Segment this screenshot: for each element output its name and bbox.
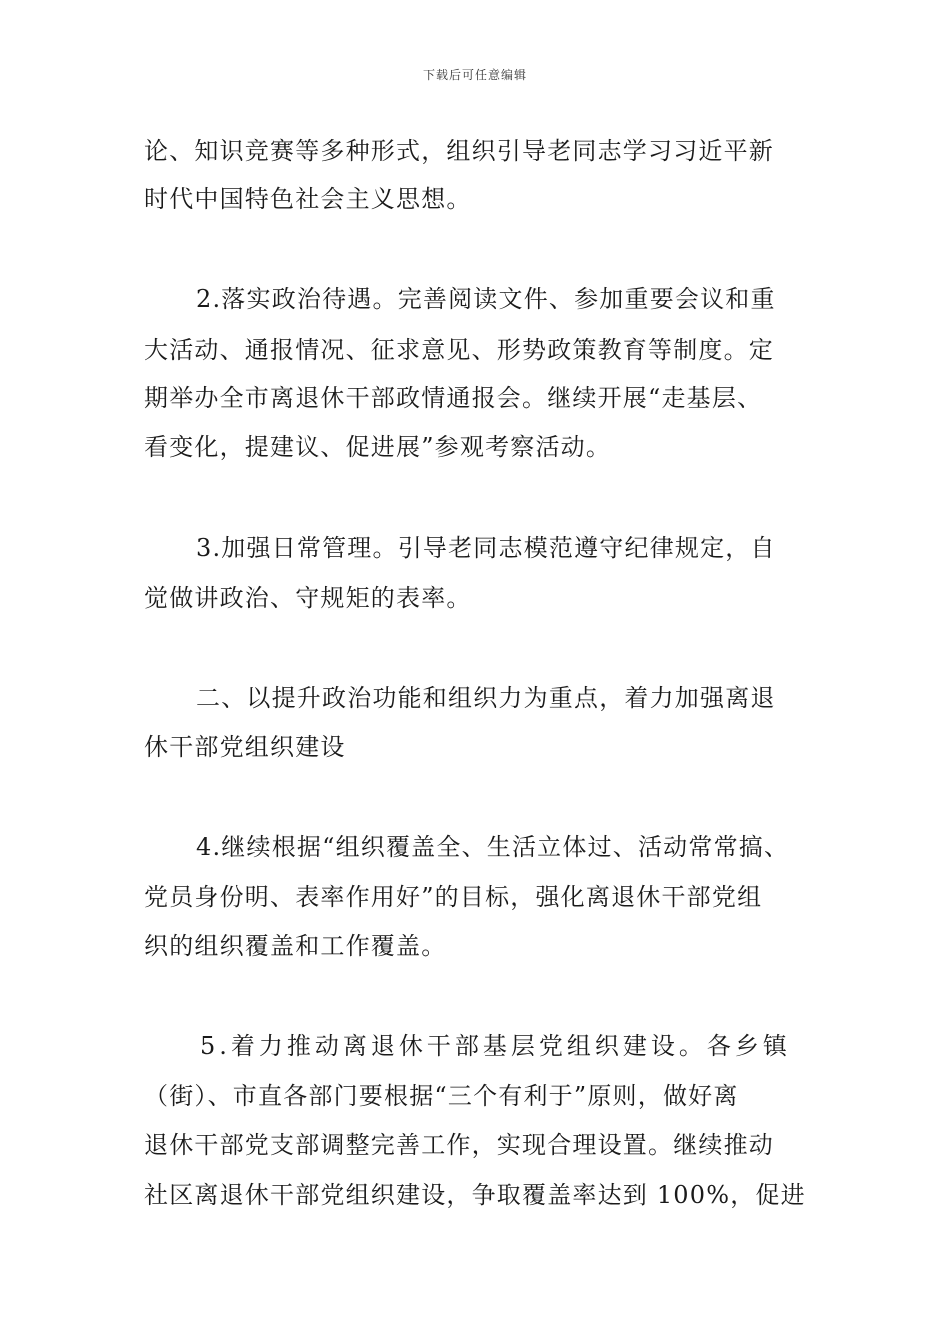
paragraph-5-line-1: 5.着力推动离退休干部基层党组织建设。各乡镇 <box>200 1032 791 1060</box>
paragraph-3-line-2: 觉做讲政治、守规矩的表率。 <box>144 584 472 612</box>
paragraph-2-line-2: 大活动、通报情况、征求意见、形势政策教育等制度。定 <box>144 336 774 364</box>
section-heading-line-2: 休干部党组织建设 <box>144 733 346 761</box>
paragraph-4-line-1: 4.继续根据“组织覆盖全、生活立体过、活动常常搞、 <box>196 833 790 861</box>
paragraph-4-line-3: 织的组织覆盖和工作覆盖。 <box>144 932 447 960</box>
paragraph-5-line-2: （街）、市直各部门要根据“三个有利于”原则，做好离 <box>144 1082 739 1110</box>
section-heading-line-1: 二、以提升政治功能和组织力为重点，着力加强离退 <box>196 684 776 712</box>
paragraph-3-line-1: 3.加强日常管理。引导老同志模范遵守纪律规定，自 <box>196 534 776 562</box>
paragraph-4-line-2: 党员身份明、表率作用好”的目标，强化离退休干部党组 <box>144 883 763 911</box>
page-header-note: 下载后可任意编辑 <box>422 68 527 82</box>
paragraph-2-line-3: 期举办全市离退休干部政情通报会。继续开展“走基层、 <box>144 384 763 412</box>
paragraph-5-line-3: 退休干部党支部调整完善工作，实现合理设置。继续推动 <box>144 1131 774 1159</box>
paragraph-2-line-4: 看变化，提建议、促进展”参观考察活动。 <box>144 433 612 461</box>
paragraph-2-line-1: 2.落实政治待遇。完善阅读文件、参加重要会议和重 <box>196 285 776 313</box>
paragraph-1-line-1: 论、知识竞赛等多种形式，组织引导老同志学习习近平新 <box>144 137 774 165</box>
paragraph-1-line-2: 时代中国特色社会主义思想。 <box>144 185 472 213</box>
paragraph-5-line-4: 社区离退休干部党组织建设，争取覆盖率达到 100%，促进 <box>144 1181 806 1209</box>
